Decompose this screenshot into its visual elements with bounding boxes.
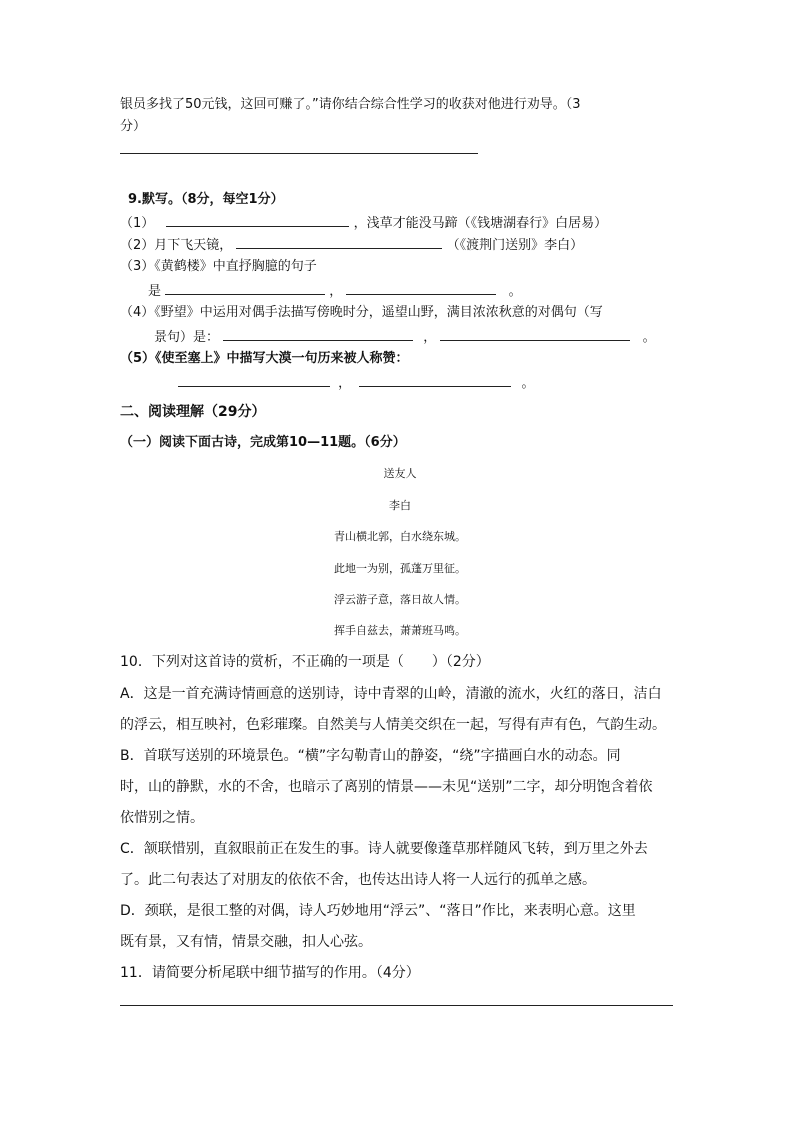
- blank-3b[interactable]: [346, 281, 496, 295]
- q9-item-5-answer: [178, 373, 534, 393]
- comma-3: ，: [329, 284, 343, 299]
- blank-2[interactable]: [236, 235, 442, 249]
- section-title: 二、阅读理解（29分）: [120, 404, 266, 420]
- period-3: 。: [508, 284, 522, 299]
- poem-line-3: 浮云游子意，落日故人情。: [334, 593, 466, 606]
- q9-item-1-text: ，浅草才能没马蹄（《钱塘湖春行》白居易）: [353, 216, 608, 231]
- q10-option-d: D．颈联，是很工整的对偶，诗人巧妙地用“浮云”、“落日”作比，来表明心意。这里: [120, 903, 636, 919]
- q10-option-c: C．颔联惜别，直叙眼前正在发生的事。诗人就要像蓬草那样随风飞转，到万里之外去: [120, 841, 648, 857]
- poem-author: 李白: [389, 499, 411, 512]
- q10-option-b: B．首联写送别的环境景色。“横”字勾勒青山的静姿，“绕”字描画白水的动态。同: [120, 748, 621, 764]
- q9-title: 9.默写。（8分，每空1分）: [128, 192, 284, 207]
- blank-5b[interactable]: [359, 373, 511, 387]
- q9-item-4-answer: [154, 327, 656, 347]
- q10-option-b-cont-2: 依惜别之情。: [120, 810, 204, 826]
- poem-line-2: 此地一为别，孤蓬万里征。: [334, 562, 466, 575]
- comma-5: ，: [338, 376, 352, 391]
- comma-4: ，: [423, 330, 437, 345]
- q11-stem: 11．请简要分析尾联中细节描写的作用。（4分）: [120, 965, 420, 981]
- q9-item-2-text: （《渡荆门送别》李白）: [446, 238, 584, 253]
- answer-line[interactable]: [120, 153, 478, 154]
- q10-option-c-cont: 了。此二句表达了对朋友的依依不舍，也传达出诗人将一人远行的孤单之感。: [120, 872, 596, 888]
- poem-line-1: 青山横北郭，白水绕东城。: [334, 530, 466, 543]
- q10-option-a-cont: 的浮云，相互映衬，色彩璀璨。自然美与人情美交织在一起，写得有声有色，气韵生动。: [120, 717, 666, 733]
- q9-item-4: （4）《野望》中运用对偶手法描写傍晚时分，遥望山野，满目浓浓秋意的对偶句（写: [120, 305, 603, 320]
- section-subtitle: （一）阅读下面古诗，完成第10—11题。（6分）: [120, 435, 406, 450]
- question-continuation-2: 分）: [120, 119, 147, 134]
- answer-line-11[interactable]: [120, 1005, 673, 1006]
- q9-item-2-pre: （2）月下飞天镜，: [120, 238, 233, 253]
- poem-line-4: 挥手自兹去，萧萧班马鸣。: [334, 624, 466, 637]
- q9-item-2: [120, 235, 583, 255]
- blank-3a[interactable]: [165, 281, 325, 295]
- blank-4b[interactable]: [440, 327, 630, 341]
- q10-option-d-cont: 既有景，又有情，情景交融，扣人心弦。: [120, 934, 372, 950]
- blank-4a[interactable]: [223, 327, 413, 341]
- q9-item-1: [120, 213, 607, 233]
- q9-item-3-pre: 是: [148, 284, 162, 299]
- q10-option-a: A．这是一首充满诗情画意的送别诗，诗中青翠的山岭，清澈的流水，火红的落日，洁白: [120, 686, 662, 702]
- blank-5a[interactable]: [178, 373, 330, 387]
- q9-item-4-pre: 景句）是：: [154, 330, 220, 345]
- question-continuation: 银员多找了50元钱，这回可赚了。”请你结合综合性学习的收获对他进行劝导。（3: [120, 97, 581, 112]
- period-5: 。: [521, 376, 535, 391]
- q9-item-1-num: （1）: [120, 216, 155, 231]
- blank-1[interactable]: [166, 213, 349, 227]
- q9-item-5: （5）《使至塞上》中描写大漠一句历来被人称赞：: [120, 351, 409, 366]
- period-4: 。: [642, 330, 656, 345]
- q9-item-3-answer: [148, 281, 522, 301]
- q9-item-3: （3）《黄鹤楼》中直抒胸臆的句子: [120, 259, 317, 274]
- q10-stem: 10．下列对这首诗的赏析，不正确的一项是（ ）（2分）: [120, 654, 490, 670]
- q10-option-b-cont: 时，山的静默，水的不舍，也暗示了离别的情景——未见“送别”二字，却分明饱含着依: [120, 779, 653, 795]
- poem-title: 送友人: [383, 467, 417, 480]
